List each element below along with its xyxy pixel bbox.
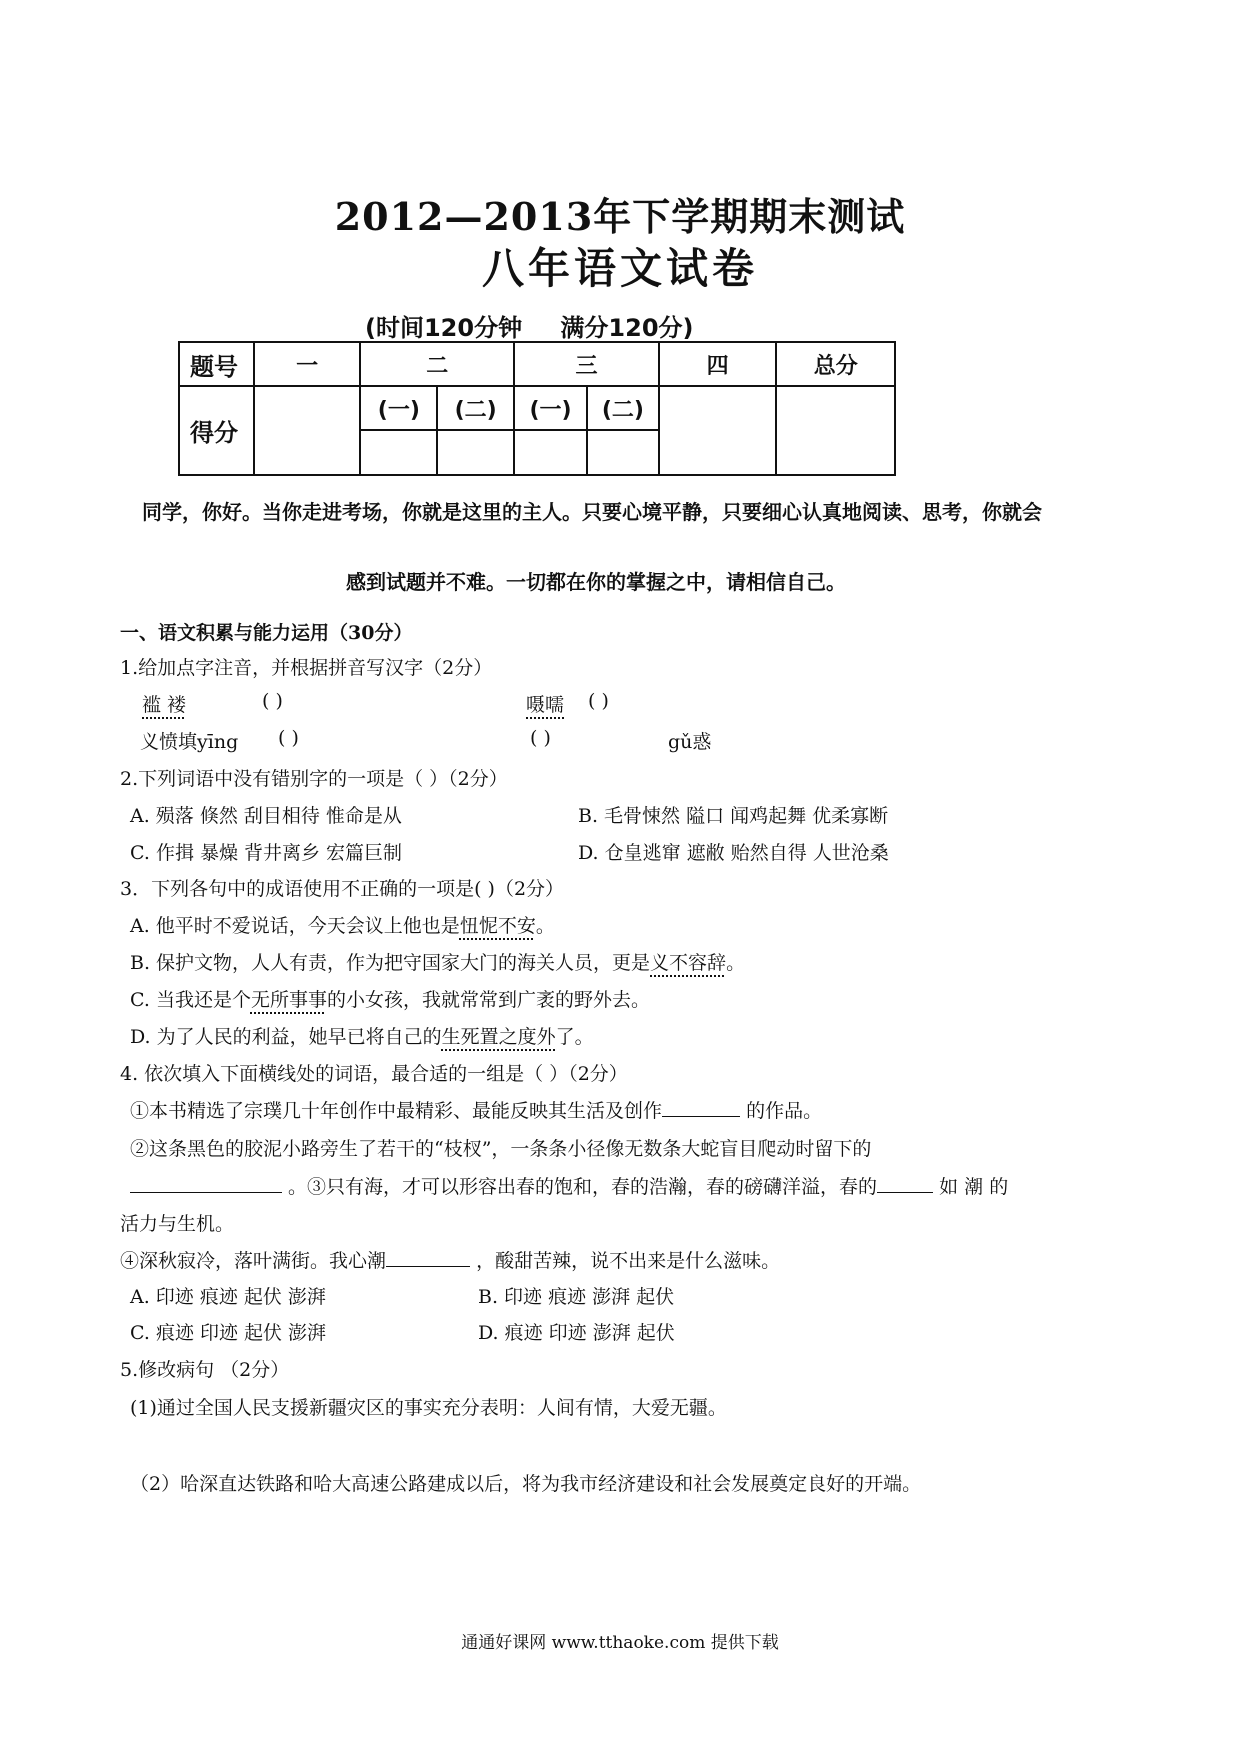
q4-s1-pre: ①本书精选了宗璞几十年创作中最精彩、最能反映其生活及创作 <box>130 1100 663 1122</box>
intro-line-2: 感到试题并不难。一切都在你的掌握之中，请相信自己。 <box>346 570 846 594</box>
exam-title-line1: 2012—2013年下学期期末测试 <box>334 194 906 239</box>
q3-d-pre: D. 为了人民的利益，她早已将自己的 <box>130 1026 442 1048</box>
q3-c-pre: C. 当我还是个 <box>130 989 251 1011</box>
q1-stem: 1.给加点字注音，并根据拼音写汉字（2分） <box>120 657 493 679</box>
q4-sentence-1 <box>130 1096 822 1123</box>
table-header-question-number: 题号 <box>179 342 254 386</box>
q4-option-b: B. 印迹 痕迹 澎湃 起伏 <box>478 1286 675 1308</box>
q4-sentence-3-end: 活力与生机。 <box>120 1213 235 1235</box>
q3-option-b <box>130 948 745 975</box>
q3-c-post: 的小女孩，我就常常到广袤的野外去。 <box>326 989 650 1011</box>
q4-option-c: C. 痕迹 印迹 起伏 澎湃 <box>130 1322 327 1344</box>
q3-b-pre: B. 保护文物，人人有责，作为把守国家大门的海关人员，更是 <box>130 952 651 974</box>
q4-blank-3 <box>877 1174 933 1193</box>
q4-option-d: D. 痕迹 印迹 澎湃 起伏 <box>478 1322 675 1344</box>
score-cell-2-2 <box>437 430 514 475</box>
q4-stem: 4. 依次填入下面横线处的词语，最合适的一组是（ ）（2分） <box>120 1063 628 1085</box>
q1-answer-b2: ( ) <box>530 727 551 749</box>
q4-s4-post: ，酸甜苦辣，说不出来是什么滋味。 <box>476 1250 781 1272</box>
q3-b-idiom: 义不容辞 <box>650 952 727 974</box>
q2-option-a: A. 殒落 倏然 刮目相待 惟命是从 <box>130 805 402 827</box>
sub-header-3-2: (二) <box>587 386 659 430</box>
table-header-part-4: 四 <box>659 342 777 386</box>
score-cell-total <box>776 386 895 475</box>
q4-s3-post: 如 潮 的 <box>939 1176 1009 1198</box>
q1-word-b2 <box>668 727 711 754</box>
sub-header-2-2: (二) <box>437 386 514 430</box>
q4-blank-4 <box>386 1248 470 1267</box>
q4-blank-2 <box>130 1174 282 1193</box>
q1-word-a2 <box>526 690 564 717</box>
q5-stem: 5.修改病句 （2分） <box>120 1359 290 1381</box>
q2-option-b: B. 毛骨悚然 隘口 闻鸡起舞 优柔寡断 <box>578 805 889 827</box>
q3-d-post: 了。 <box>555 1026 594 1048</box>
q1-answer-a2: ( ) <box>588 690 609 712</box>
q4-s1-post: 的作品。 <box>746 1100 823 1122</box>
q4-option-a: A. 印迹 痕迹 起伏 澎湃 <box>130 1286 326 1308</box>
q1-word-a2-text: 嗫嚅 <box>526 694 565 716</box>
score-cell-part-4 <box>659 386 777 475</box>
q3-c-idiom: 无所事事 <box>250 989 327 1011</box>
q2-stem: 2.下列词语中没有错别字的一项是（ ）（2分） <box>120 768 508 790</box>
q4-s4-pre: ④深秋寂冷，落叶满街。我心潮 <box>120 1250 387 1272</box>
q1-word-a1-text: 褴 褛 <box>142 694 187 716</box>
q3-option-c <box>130 985 650 1012</box>
q2-option-c: C. 作揖 暴燥 背井离乡 宏篇巨制 <box>130 842 403 864</box>
q4-sentence-3 <box>130 1172 1008 1199</box>
table-header-part-2: 二 <box>360 342 514 386</box>
q1-answer-a1: ( ) <box>262 690 283 712</box>
q3-a-pre: A. 他平时不爱说话，今天会议上他也是 <box>130 915 460 937</box>
intro-line-1: 同学，你好。当你走进考场，你就是这里的主人。只要心境平静，只要细心认真地阅读、思考，你就会 <box>142 500 1042 524</box>
q1-word-b1-prefix: 义愤填 <box>140 731 198 753</box>
section-1-heading: 一、语文积累与能力运用（30分） <box>120 622 413 644</box>
score-cell-2-1 <box>360 430 437 475</box>
q3-a-post: 。 <box>535 915 555 937</box>
q1-answer-b1: ( ) <box>278 727 299 749</box>
exam-subtitle: (时间120分钟 满分120分) <box>365 314 694 342</box>
table-header-total: 总分 <box>776 342 895 386</box>
q3-b-post: 。 <box>726 952 746 974</box>
page-footer: 通通好课网 www.tthaoke.com 提供下载 <box>461 1633 779 1653</box>
exam-title-line2: 八年语文试卷 <box>481 244 758 293</box>
score-cell-part-1 <box>254 386 361 475</box>
q1-word-b2-pinyin: gǔ <box>668 731 693 753</box>
score-cell-3-2 <box>587 430 659 475</box>
q1-word-b1-pinyin: yīng <box>197 731 239 753</box>
sub-header-3-1: (一) <box>514 386 587 430</box>
q3-option-d <box>130 1022 594 1049</box>
table-header-part-1: 一 <box>254 342 361 386</box>
q3-a-idiom: 忸怩不安 <box>459 915 536 937</box>
q3-stem: 3．下列各句中的成语使用不正确的一项是( )（2分） <box>120 878 565 900</box>
q1-word-a1 <box>142 690 186 717</box>
q4-s3-pre: 。③只有海，才可以形容出春的饱和，春的浩瀚，春的磅礴洋溢，春的 <box>288 1176 878 1198</box>
q1-word-b1 <box>140 727 238 754</box>
table-row-score-label: 得分 <box>179 386 254 475</box>
q4-sentence-4 <box>120 1246 780 1273</box>
table-header-part-3: 三 <box>514 342 659 386</box>
q4-blank-1 <box>662 1098 740 1117</box>
q3-option-a <box>130 911 555 938</box>
q3-d-idiom: 生死置之度外 <box>441 1026 556 1048</box>
score-table <box>178 341 896 476</box>
q5-sentence-1: (1)通过全国人民支援新疆灾区的事实充分表明：人间有情，大爱无疆。 <box>130 1397 727 1419</box>
q5-sentence-2: （2）哈深直达铁路和哈大高速公路建成以后，将为我市经济建设和社会发展奠定良好的开端。 <box>130 1473 922 1495</box>
q4-sentence-2: ②这条黑色的胶泥小路旁生了若干的“枝杈”，一条条小径像无数条大蛇盲目爬动时留下的 <box>130 1138 872 1160</box>
score-cell-3-1 <box>514 430 587 475</box>
q1-word-b2-suffix: 惑 <box>692 731 712 753</box>
sub-header-2-1: (一) <box>360 386 437 430</box>
q2-option-d: D. 仓皇逃窜 遮敝 贻然自得 人世沧桑 <box>578 842 889 864</box>
